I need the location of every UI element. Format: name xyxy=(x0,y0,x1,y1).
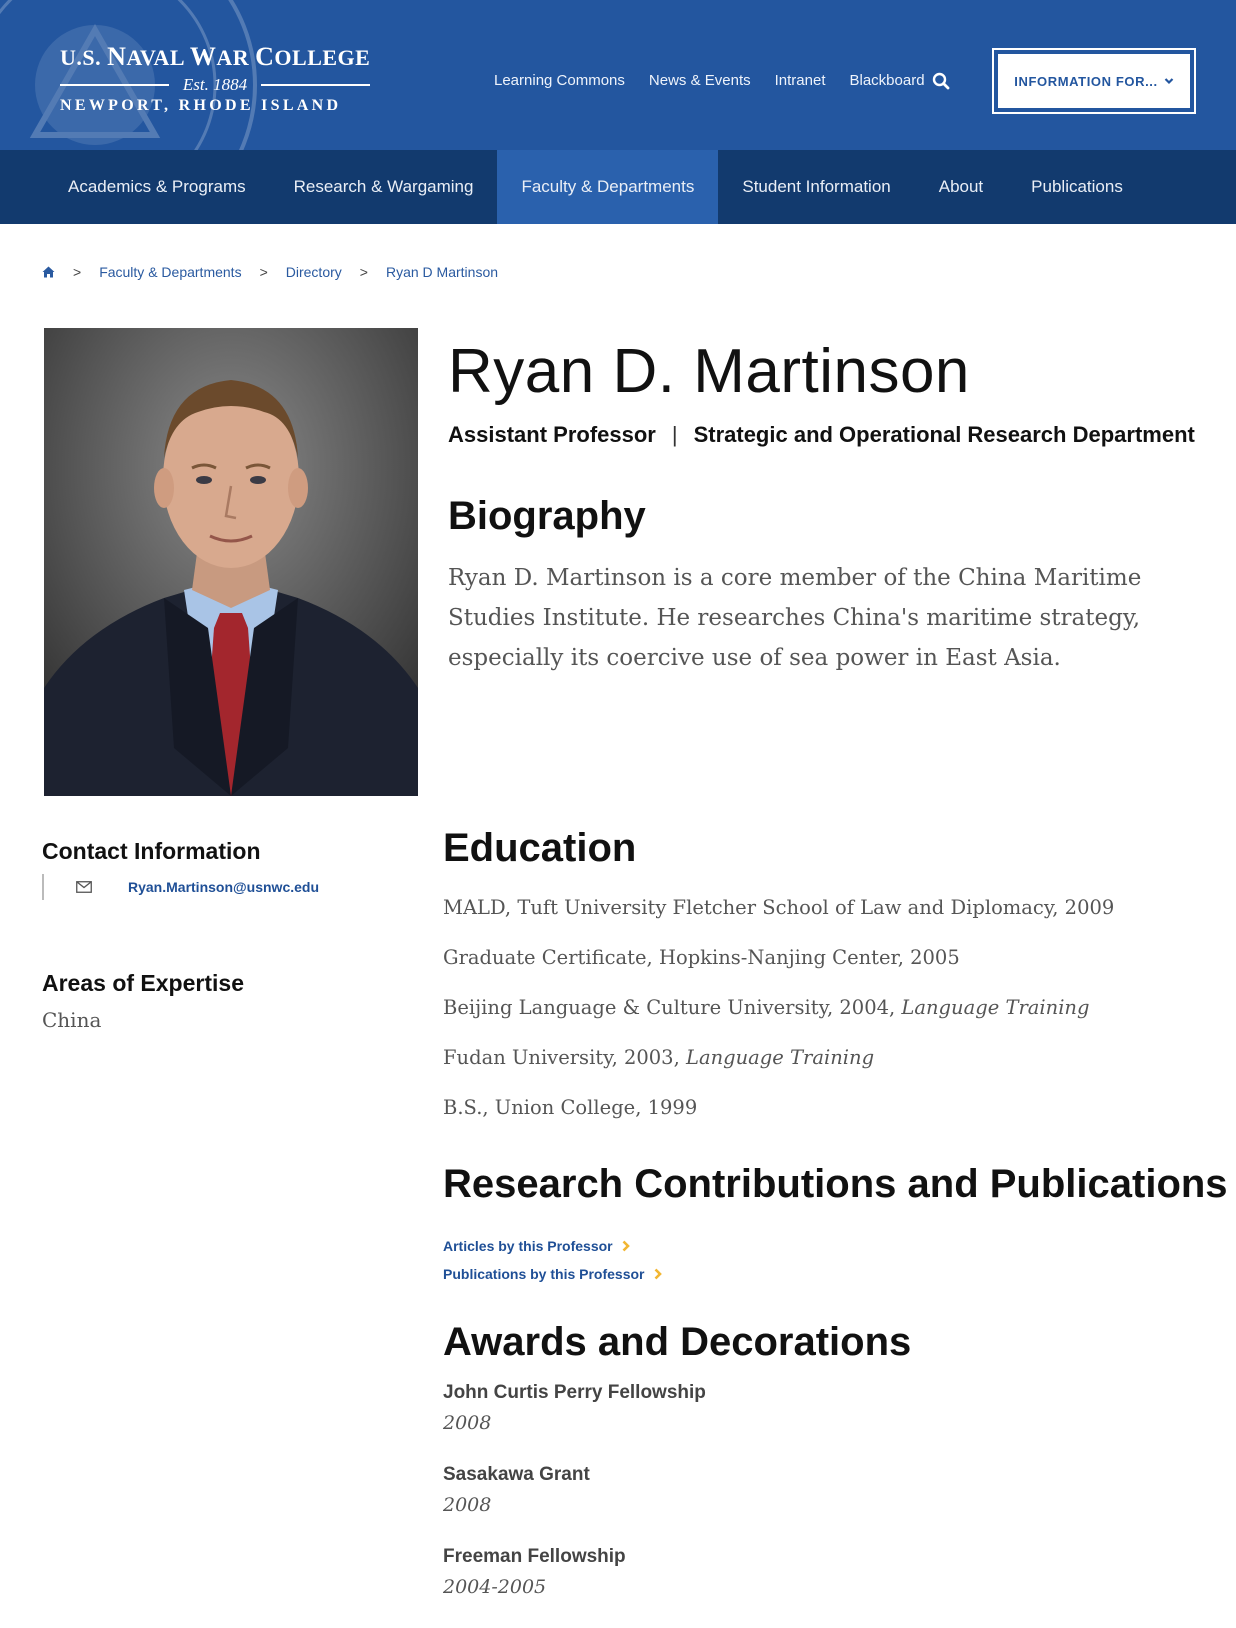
award-name: Sasakawa Grant xyxy=(443,1464,590,1485)
profile-name: Ryan D. Martinson xyxy=(448,337,970,406)
publications-link[interactable]: Publications by this Professor xyxy=(443,1260,663,1288)
profile-department: Strategic and Operational Research Department xyxy=(693,422,1195,447)
award-item xyxy=(443,1464,706,1546)
envelope-icon xyxy=(76,881,92,893)
education-item: MALD, Tuft University Fletcher School of Law and Diplomacy, 2009 xyxy=(443,896,1115,919)
research-links xyxy=(443,1232,663,1288)
breadcrumb: > Faculty & Departments > Directory > Ryan D Martinson xyxy=(42,264,498,280)
education-item: Fudan University, 2003, Language Training xyxy=(443,1046,875,1069)
information-for-label: INFORMATION FOR... xyxy=(1014,73,1158,89)
research-heading: Research Contributions and Publications xyxy=(443,1162,1228,1206)
breadcrumb-current: Ryan D Martinson xyxy=(385,264,499,280)
search-icon[interactable] xyxy=(932,72,950,90)
breadcrumb-directory[interactable]: Directory xyxy=(285,264,342,280)
award-item xyxy=(443,1382,706,1464)
top-banner xyxy=(0,0,1236,150)
education-item: B.S., Union College, 1999 xyxy=(443,1096,698,1119)
contact-email-row xyxy=(42,874,319,900)
award-name: John Curtis Perry Fellowship xyxy=(443,1382,706,1403)
nav-faculty-departments[interactable]: Faculty & Departments xyxy=(497,150,718,224)
title-separator: | xyxy=(671,422,678,447)
education-item: Graduate Certificate, Hopkins-Nanjing Center, 2005 xyxy=(443,946,960,969)
logo-est: Est. 1884 xyxy=(60,75,370,95)
contact-heading: Contact Information xyxy=(42,838,261,864)
main-nav xyxy=(0,150,1236,224)
chevron-down-icon xyxy=(1164,76,1174,86)
util-link-news-events[interactable]: News & Events xyxy=(648,72,751,89)
expertise-heading: Areas of Expertise xyxy=(42,970,244,996)
awards-list xyxy=(443,1382,706,1628)
biography-heading: Biography xyxy=(448,494,646,538)
chevron-right-icon xyxy=(621,1240,631,1252)
award-year: 2004-2005 xyxy=(443,1576,547,1598)
nav-about[interactable]: About xyxy=(938,177,984,196)
util-link-intranet[interactable]: Intranet xyxy=(774,72,826,89)
utility-links xyxy=(494,72,949,89)
nav-academics-programs[interactable]: Academics & Programs xyxy=(68,177,246,196)
awards-heading: Awards and Decorations xyxy=(443,1320,912,1364)
education-list xyxy=(443,896,1114,1146)
expertise-value: China xyxy=(42,1008,102,1032)
logo-title: U.S. NAVAL WAR COLLEGE xyxy=(60,42,371,71)
nav-student-information[interactable]: Student Information xyxy=(742,177,891,196)
award-item xyxy=(443,1546,706,1628)
profile-titles xyxy=(448,422,1195,448)
nav-research-wargaming[interactable]: Research & Wargaming xyxy=(293,177,474,196)
articles-link[interactable]: Articles by this Professor xyxy=(443,1232,663,1260)
education-item: Beijing Language & Culture University, 2004, Language Training xyxy=(443,996,1090,1019)
home-icon[interactable] xyxy=(42,266,55,278)
nav-publications[interactable]: Publications xyxy=(1031,177,1123,196)
util-link-learning-commons[interactable]: Learning Commons xyxy=(494,72,625,89)
logo-location: NEWPORT, RHODE ISLAND xyxy=(60,97,342,114)
chevron-right-icon xyxy=(653,1268,663,1280)
college-logo[interactable] xyxy=(60,42,370,115)
award-name: Freeman Fellowship xyxy=(443,1546,626,1567)
util-link-blackboard[interactable]: Blackboard xyxy=(849,72,925,89)
profile-title: Assistant Professor xyxy=(448,422,656,447)
biography-text: Ryan D. Martinson is a core member of the China Maritime Studies Institute. He researches China's maritime strategy, especially its coercive use of sea power in East Asia. xyxy=(448,565,1142,671)
information-for-button[interactable] xyxy=(992,48,1196,114)
breadcrumb-faculty-departments[interactable]: Faculty & Departments xyxy=(99,264,242,280)
profile-photo xyxy=(44,328,418,796)
email-link[interactable]: Ryan.Martinson@usnwc.edu xyxy=(128,879,320,895)
award-year: 2008 xyxy=(443,1494,492,1516)
award-year: 2008 xyxy=(443,1412,492,1434)
education-heading: Education xyxy=(443,826,637,870)
